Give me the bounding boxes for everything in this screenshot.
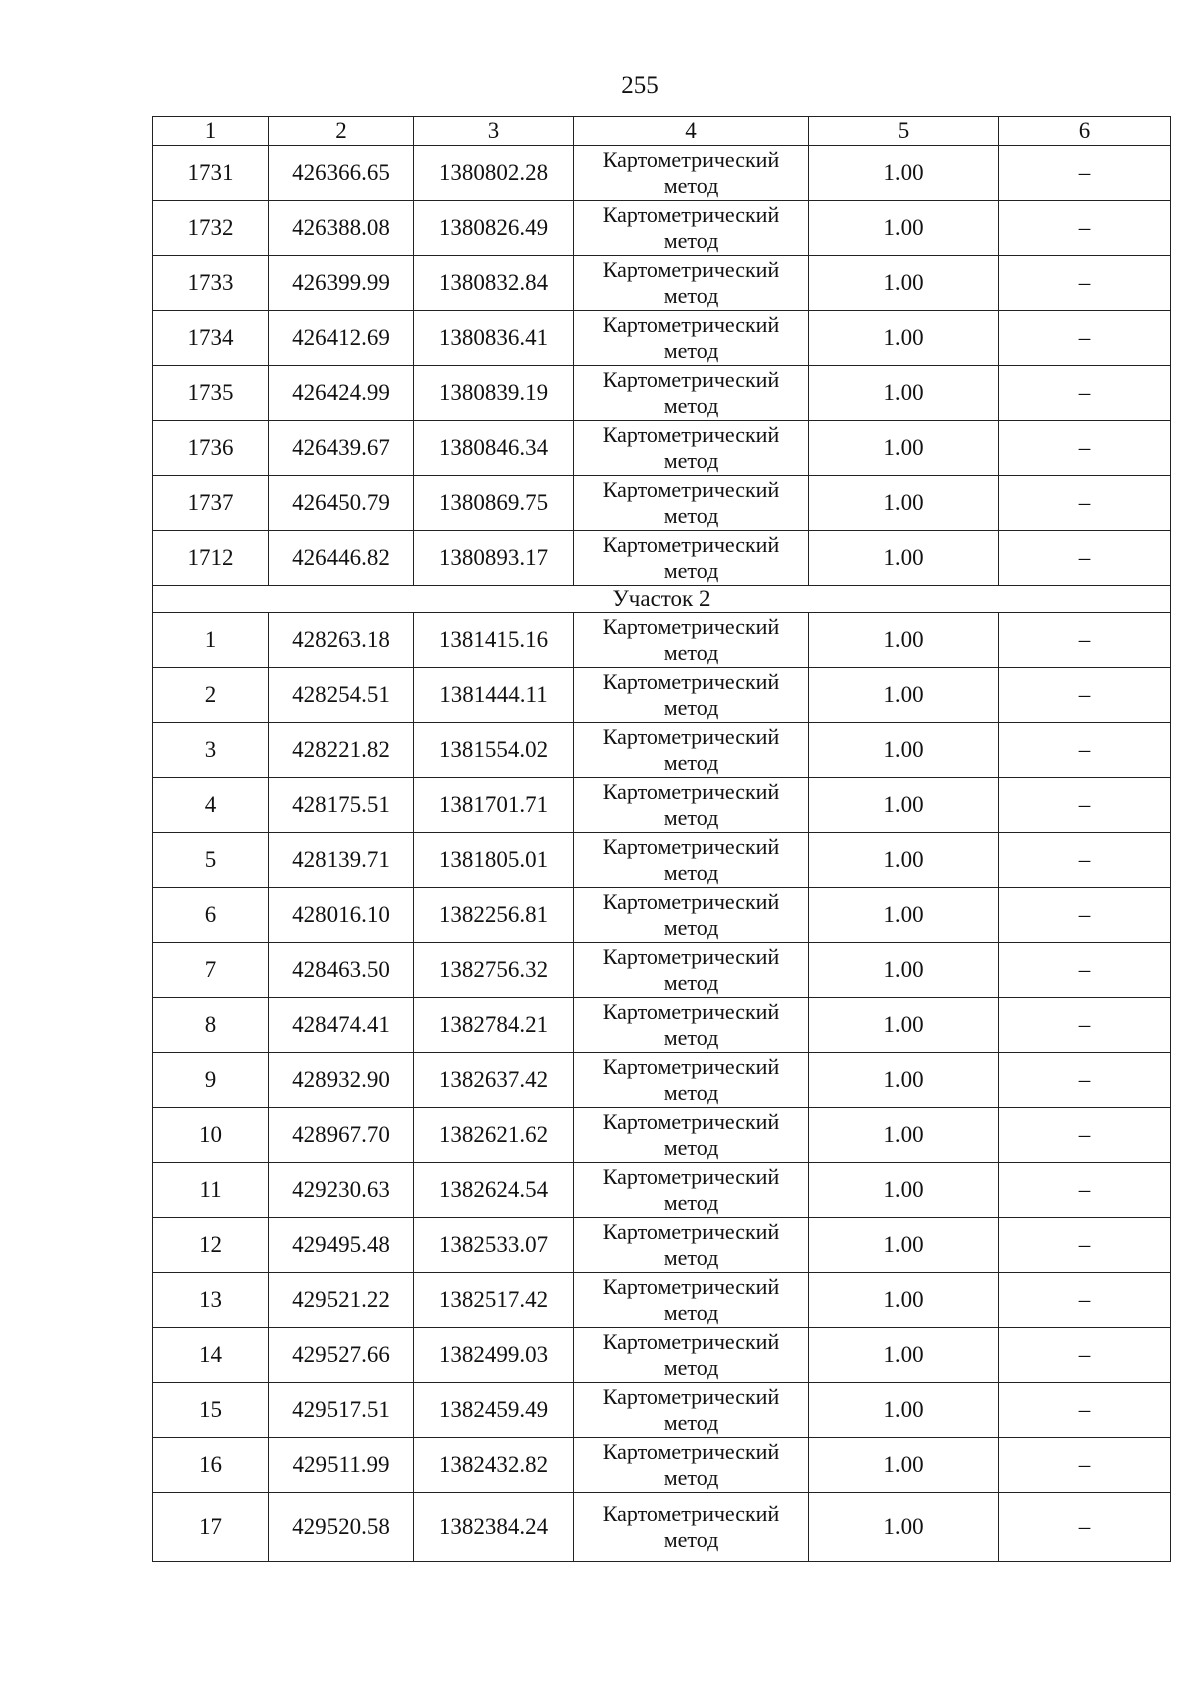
note-cell: –: [999, 531, 1171, 586]
x-coordinate-cell: 426366.65: [269, 146, 414, 201]
x-coordinate-cell: 428474.41: [269, 998, 414, 1053]
method-line-1: Картометрический: [602, 532, 780, 557]
accuracy-cell: 1.00: [809, 256, 999, 311]
x-coordinate-cell: 428175.51: [269, 778, 414, 833]
table-row: [153, 1053, 1171, 1108]
method-line-2: метод: [663, 503, 719, 528]
accuracy-cell: 1.00: [809, 1053, 999, 1108]
table-row: [153, 668, 1171, 723]
x-coordinate-cell: 429521.22: [269, 1273, 414, 1328]
accuracy-cell: 1.00: [809, 1163, 999, 1218]
y-coordinate-cell: 1380826.49: [414, 201, 574, 256]
note-cell: –: [999, 1493, 1171, 1562]
y-coordinate-cell: 1380839.19: [414, 366, 574, 421]
table-row: [153, 531, 1171, 586]
accuracy-cell: 1.00: [809, 1218, 999, 1273]
table-row: [153, 1383, 1171, 1438]
point-number-cell: 1735: [153, 366, 269, 421]
method-line-2: метод: [663, 338, 719, 363]
method-line-2: метод: [663, 283, 719, 308]
y-coordinate-cell: 1382756.32: [414, 943, 574, 998]
table-row: [153, 256, 1171, 311]
accuracy-cell: 1.00: [809, 1493, 999, 1562]
x-coordinate-cell: 429511.99: [269, 1438, 414, 1493]
point-number-cell: 1734: [153, 311, 269, 366]
note-cell: –: [999, 201, 1171, 256]
method-line-2: метод: [663, 558, 719, 583]
x-coordinate-cell: 426388.08: [269, 201, 414, 256]
y-coordinate-cell: 1382624.54: [414, 1163, 574, 1218]
method-cell: [574, 1108, 809, 1163]
method-cell: [574, 778, 809, 833]
note-cell: –: [999, 778, 1171, 833]
x-coordinate-cell: 428932.90: [269, 1053, 414, 1108]
method-line-1: Картометрический: [602, 257, 780, 282]
point-number-cell: 1737: [153, 476, 269, 531]
point-number-cell: 13: [153, 1273, 269, 1328]
table-row: [153, 888, 1171, 943]
method-cell: [574, 1218, 809, 1273]
accuracy-cell: 1.00: [809, 998, 999, 1053]
table-row: [153, 311, 1171, 366]
point-number-cell: 1712: [153, 531, 269, 586]
y-coordinate-cell: 1382256.81: [414, 888, 574, 943]
y-coordinate-cell: 1380846.34: [414, 421, 574, 476]
header-cell-6: 6: [999, 117, 1171, 146]
method-cell: [574, 1438, 809, 1493]
accuracy-cell: 1.00: [809, 366, 999, 421]
x-coordinate-cell: 428221.82: [269, 723, 414, 778]
method-line-1: Картометрический: [602, 1054, 780, 1079]
note-cell: –: [999, 256, 1171, 311]
point-number-cell: 14: [153, 1328, 269, 1383]
method-line-2: метод: [663, 1245, 719, 1270]
method-line-1: Картометрический: [602, 422, 780, 447]
method-cell: [574, 146, 809, 201]
method-cell: [574, 998, 809, 1053]
method-cell: [574, 476, 809, 531]
method-cell: [574, 833, 809, 888]
y-coordinate-cell: 1381554.02: [414, 723, 574, 778]
note-cell: –: [999, 421, 1171, 476]
method-line-1: Картометрический: [602, 724, 780, 749]
note-cell: –: [999, 668, 1171, 723]
method-line-2: метод: [663, 1025, 719, 1050]
accuracy-cell: 1.00: [809, 1383, 999, 1438]
table-row: [153, 1163, 1171, 1218]
accuracy-cell: 1.00: [809, 1108, 999, 1163]
method-cell: [574, 943, 809, 998]
accuracy-cell: 1.00: [809, 1273, 999, 1328]
method-line-2: метод: [663, 1080, 719, 1105]
table-row: [153, 366, 1171, 421]
method-line-1: Картометрический: [602, 1329, 780, 1354]
method-line-1: Картометрический: [602, 889, 780, 914]
y-coordinate-cell: 1381805.01: [414, 833, 574, 888]
method-line-1: Картометрический: [602, 1109, 780, 1134]
method-line-1: Картометрический: [602, 944, 780, 969]
method-cell: [574, 1383, 809, 1438]
method-line-1: Картометрический: [602, 202, 780, 227]
method-line-1: Картометрический: [602, 614, 780, 639]
y-coordinate-cell: 1380802.28: [414, 146, 574, 201]
note-cell: –: [999, 146, 1171, 201]
method-line-2: метод: [663, 860, 719, 885]
table-row: [153, 833, 1171, 888]
method-cell: [574, 1163, 809, 1218]
method-line-2: метод: [663, 1355, 719, 1380]
point-number-cell: 10: [153, 1108, 269, 1163]
x-coordinate-cell: 429495.48: [269, 1218, 414, 1273]
accuracy-cell: 1.00: [809, 146, 999, 201]
x-coordinate-cell: 428139.71: [269, 833, 414, 888]
accuracy-cell: 1.00: [809, 668, 999, 723]
method-line-2: метод: [663, 805, 719, 830]
table-row: [153, 778, 1171, 833]
accuracy-cell: 1.00: [809, 1438, 999, 1493]
method-cell: [574, 723, 809, 778]
note-cell: –: [999, 1053, 1171, 1108]
method-line-2: метод: [663, 1527, 719, 1552]
point-number-cell: 11: [153, 1163, 269, 1218]
point-number-cell: 17: [153, 1493, 269, 1562]
accuracy-cell: 1.00: [809, 613, 999, 668]
method-line-2: метод: [663, 1300, 719, 1325]
note-cell: –: [999, 888, 1171, 943]
method-line-1: Картометрический: [602, 1274, 780, 1299]
header-cell-3: 3: [414, 117, 574, 146]
method-cell: [574, 1053, 809, 1108]
method-line-1: Картометрический: [602, 477, 780, 502]
method-cell: [574, 668, 809, 723]
y-coordinate-cell: 1382533.07: [414, 1218, 574, 1273]
point-number-cell: 16: [153, 1438, 269, 1493]
accuracy-cell: 1.00: [809, 531, 999, 586]
point-number-cell: 12: [153, 1218, 269, 1273]
method-line-1: Картометрический: [602, 367, 780, 392]
note-cell: –: [999, 311, 1171, 366]
method-cell: [574, 531, 809, 586]
accuracy-cell: 1.00: [809, 723, 999, 778]
point-number-cell: 2: [153, 668, 269, 723]
table-row: [153, 1438, 1171, 1493]
note-cell: –: [999, 476, 1171, 531]
method-line-1: Картометрический: [602, 1384, 780, 1409]
y-coordinate-cell: 1382784.21: [414, 998, 574, 1053]
point-number-cell: 8: [153, 998, 269, 1053]
point-number-cell: 15: [153, 1383, 269, 1438]
method-line-1: Картометрический: [602, 1164, 780, 1189]
x-coordinate-cell: 426439.67: [269, 421, 414, 476]
point-number-cell: 1733: [153, 256, 269, 311]
x-coordinate-cell: 429230.63: [269, 1163, 414, 1218]
table-row: [153, 201, 1171, 256]
x-coordinate-cell: 428263.18: [269, 613, 414, 668]
y-coordinate-cell: 1381444.11: [414, 668, 574, 723]
method-line-1: Картометрический: [602, 1439, 780, 1464]
table-row: [153, 146, 1171, 201]
x-coordinate-cell: 428967.70: [269, 1108, 414, 1163]
y-coordinate-cell: 1380893.17: [414, 531, 574, 586]
coordinates-table: [152, 116, 1171, 1562]
page-number: 255: [621, 72, 659, 99]
x-coordinate-cell: 429527.66: [269, 1328, 414, 1383]
point-number-cell: 1732: [153, 201, 269, 256]
section-row: [153, 586, 1171, 613]
method-line-2: метод: [663, 750, 719, 775]
method-line-2: метод: [663, 1410, 719, 1435]
note-cell: –: [999, 998, 1171, 1053]
header-cell-1: 1: [153, 117, 269, 146]
table-row: [153, 1273, 1171, 1328]
method-cell: [574, 421, 809, 476]
note-cell: –: [999, 1273, 1171, 1328]
table-row: [153, 421, 1171, 476]
point-number-cell: 9: [153, 1053, 269, 1108]
note-cell: –: [999, 943, 1171, 998]
note-cell: –: [999, 833, 1171, 888]
note-cell: –: [999, 723, 1171, 778]
method-line-2: метод: [663, 1190, 719, 1215]
table-row: [153, 943, 1171, 998]
y-coordinate-cell: 1382499.03: [414, 1328, 574, 1383]
method-cell: [574, 366, 809, 421]
method-cell: [574, 1273, 809, 1328]
point-number-cell: 3: [153, 723, 269, 778]
x-coordinate-cell: 426450.79: [269, 476, 414, 531]
header-cell-5: 5: [809, 117, 999, 146]
x-coordinate-cell: 426446.82: [269, 531, 414, 586]
method-line-2: метод: [663, 695, 719, 720]
point-number-cell: 5: [153, 833, 269, 888]
x-coordinate-cell: 426399.99: [269, 256, 414, 311]
y-coordinate-cell: 1381415.16: [414, 613, 574, 668]
table-row: [153, 476, 1171, 531]
point-number-cell: 1: [153, 613, 269, 668]
table-body: [153, 146, 1171, 1562]
table-row: [153, 1108, 1171, 1163]
y-coordinate-cell: 1381701.71: [414, 778, 574, 833]
table-row: [153, 998, 1171, 1053]
x-coordinate-cell: 428463.50: [269, 943, 414, 998]
y-coordinate-cell: 1382459.49: [414, 1383, 574, 1438]
note-cell: –: [999, 613, 1171, 668]
method-cell: [574, 201, 809, 256]
method-cell: [574, 256, 809, 311]
header-cell-2: 2: [269, 117, 414, 146]
method-line-1: Картометрический: [602, 1501, 780, 1526]
x-coordinate-cell: 426412.69: [269, 311, 414, 366]
note-cell: –: [999, 1383, 1171, 1438]
y-coordinate-cell: 1382432.82: [414, 1438, 574, 1493]
y-coordinate-cell: 1382517.42: [414, 1273, 574, 1328]
method-cell: [574, 613, 809, 668]
point-number-cell: 1731: [153, 146, 269, 201]
method-cell: [574, 888, 809, 943]
y-coordinate-cell: 1382384.24: [414, 1493, 574, 1562]
accuracy-cell: 1.00: [809, 421, 999, 476]
y-coordinate-cell: 1382621.62: [414, 1108, 574, 1163]
section-label: Участок 2: [153, 586, 1171, 613]
x-coordinate-cell: 426424.99: [269, 366, 414, 421]
table-row: [153, 613, 1171, 668]
accuracy-cell: 1.00: [809, 888, 999, 943]
table-row: [153, 723, 1171, 778]
method-cell: [574, 311, 809, 366]
point-number-cell: 4: [153, 778, 269, 833]
y-coordinate-cell: 1380836.41: [414, 311, 574, 366]
y-coordinate-cell: 1380869.75: [414, 476, 574, 531]
point-number-cell: 6: [153, 888, 269, 943]
accuracy-cell: 1.00: [809, 778, 999, 833]
y-coordinate-cell: 1382637.42: [414, 1053, 574, 1108]
header-row: [153, 117, 1171, 146]
method-line-1: Картометрический: [602, 834, 780, 859]
x-coordinate-cell: 428254.51: [269, 668, 414, 723]
accuracy-cell: 1.00: [809, 1328, 999, 1383]
accuracy-cell: 1.00: [809, 943, 999, 998]
point-number-cell: 1736: [153, 421, 269, 476]
method-line-1: Картометрический: [602, 1219, 780, 1244]
method-line-1: Картометрический: [602, 999, 780, 1024]
method-line-1: Картометрический: [602, 147, 780, 172]
accuracy-cell: 1.00: [809, 311, 999, 366]
method-line-1: Картометрический: [602, 312, 780, 337]
method-cell: [574, 1328, 809, 1383]
table-row: [153, 1218, 1171, 1273]
table-row: [153, 1493, 1171, 1562]
accuracy-cell: 1.00: [809, 476, 999, 531]
note-cell: –: [999, 1163, 1171, 1218]
note-cell: –: [999, 1108, 1171, 1163]
note-cell: –: [999, 1438, 1171, 1493]
method-line-2: метод: [663, 393, 719, 418]
note-cell: –: [999, 366, 1171, 421]
table-row: [153, 1328, 1171, 1383]
method-cell: [574, 1493, 809, 1562]
method-line-2: метод: [663, 1465, 719, 1490]
method-line-2: метод: [663, 640, 719, 665]
method-line-2: метод: [663, 970, 719, 995]
header-cell-4: 4: [574, 117, 809, 146]
method-line-2: метод: [663, 915, 719, 940]
method-line-2: метод: [663, 228, 719, 253]
x-coordinate-cell: 429517.51: [269, 1383, 414, 1438]
accuracy-cell: 1.00: [809, 201, 999, 256]
table-header: [153, 117, 1171, 146]
y-coordinate-cell: 1380832.84: [414, 256, 574, 311]
method-line-2: метод: [663, 448, 719, 473]
accuracy-cell: 1.00: [809, 833, 999, 888]
point-number-cell: 7: [153, 943, 269, 998]
x-coordinate-cell: 429520.58: [269, 1493, 414, 1562]
method-line-1: Картометрический: [602, 669, 780, 694]
x-coordinate-cell: 428016.10: [269, 888, 414, 943]
note-cell: –: [999, 1328, 1171, 1383]
method-line-2: метод: [663, 1135, 719, 1160]
method-line-2: метод: [663, 173, 719, 198]
note-cell: –: [999, 1218, 1171, 1273]
method-line-1: Картометрический: [602, 779, 780, 804]
